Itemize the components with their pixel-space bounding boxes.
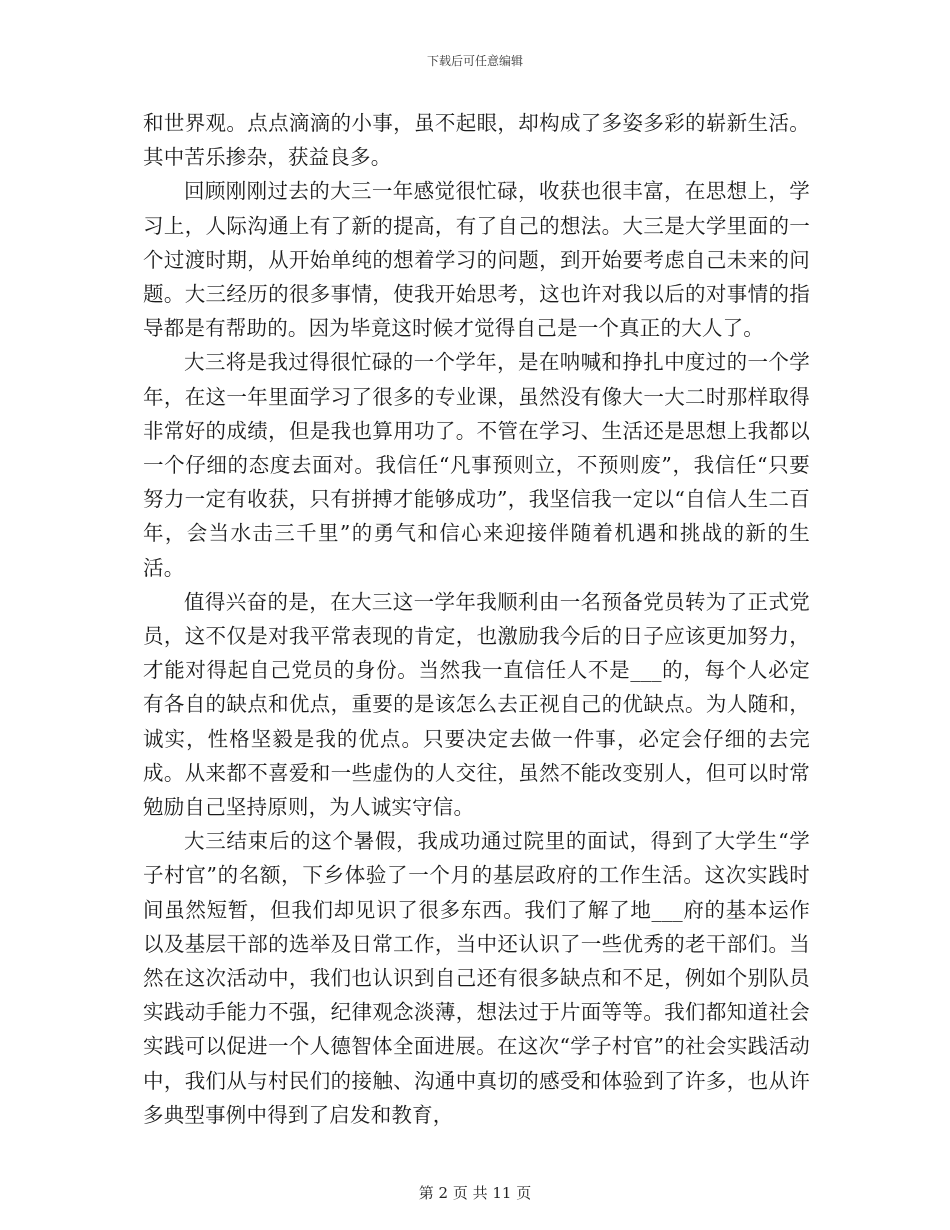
paragraph: 值得兴奋的是，在大三这一学年我顺利由一名预备党员转为了正式党员，这不仅是对我平常表现的肯定，也激励我今后的日子应该更加努力，才能对得起自己党员的身份。当然我一直信任人不是___的，每个人必定有各自的缺点和优点，重要的是该怎么去正视自己的优缺点。为人随和，诚实，性格坚毅是我的优点。只要决定去做一件事，必定会仔细的去完成。从来都不喜爱和一些虚伪的人交往，虽然不能改变别人，但可以时常勉励自己坚持原则，为人诚实守信。 [143, 589, 810, 820]
paragraph-continuation: 和世界观。点点滴滴的小事，虽不起眼，却构成了多姿多彩的崭新生活。其中苦乐掺杂，获益良多。 [143, 111, 810, 170]
paragraph: 大三结束后的这个暑假，我成功通过院里的面试，得到了大学生“学子村官”的名额，下乡体验了一个月的基层政府的工作生活。这次实践时间虽然短暂，但我们却见识了很多东西。我们了解了地___府的基本运作以及基层干部的选举及日常工作，当中还认识了一些优秀的老干部们。当然在这次活动中，我们也认识到自己还有很多缺点和不足，例如个别队员实践动手能力不强，纪律观念淡薄，想法过于片面等等。我们都知道社会实践可以促进一个人德智体全面进展。在这次“学子村官”的社会实践活动中，我们从与村民们的接触、沟通中真切的感受和体验到了许多，也从许多典型事例中得到了启发和教育， [143, 829, 810, 1127]
page-number: 第 2 页 共 11 页 [418, 1184, 532, 1202]
paragraph: 回顾刚刚过去的大三一年感觉很忙碌，收获也很丰富，在思想上，学习上，人际沟通上有了新的提高，有了自己的想法。大三是大学里面的一个过渡时期，从开始单纯的想着学习的问题，到开始要考虑自己未来的问题。大三经历的很多事情，使我开始思考，这也许对我以后的对事情的指导都是有帮助的。因为毕竟这时候才觉得自己是一个真正的大人了。 [143, 179, 810, 341]
document-body [143, 106, 810, 1132]
paragraph: 大三将是我过得很忙碌的一个学年，是在呐喊和挣扎中度过的一个学年，在这一年里面学习了很多的专业课，虽然没有像大一大二时那样取得非常好的成绩，但是我也算用功了。不管在学习、生活还是思想上我都以一个仔细的态度去面对。我信任“凡事预则立，不预则废”，我信任“只要努力一定有收获，只有拼搏才能够成功”，我坚信我一定以“自信人生二百年，会当水击三千里”的勇气和信心来迎接伴随着机遇和挑战的新的生活。 [143, 350, 810, 580]
page-header: 下载后可任意编辑 [426, 54, 523, 68]
